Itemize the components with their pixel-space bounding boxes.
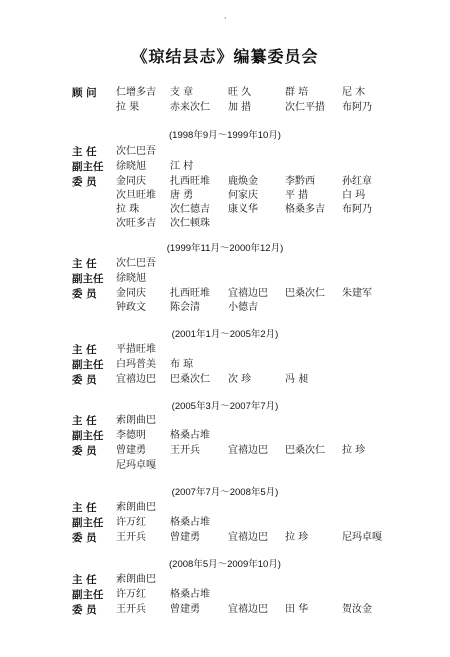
director-row [0,414,450,428]
member-name: 次 珍 [228,374,252,385]
role-label: 主 任 [72,146,97,158]
role-label: 主 任 [72,415,97,427]
member-name: 次仁平措 [285,102,325,113]
role-label: 委 员 [72,604,97,616]
term-period: (1998年9月～1999年10月) [169,130,281,141]
member-name: 田 华 [285,604,309,615]
member-name: 宜禧边巴 [116,374,156,385]
director-row [0,501,450,515]
role-label: 主 任 [72,344,97,356]
member-name: 次旺多吉 [116,218,156,229]
role-label: 委 员 [72,445,97,457]
member-name: 布阿乃 [342,204,372,215]
advisors-row [0,86,450,100]
member-name: 曾建勇 [170,532,200,543]
members-row [0,175,450,189]
role-label: 委 员 [72,176,97,188]
member-name: 格桑占堆 [170,430,210,441]
members-row [0,203,450,217]
member-name: 江 村 [170,161,194,172]
member-name: 金同庆 [116,176,146,187]
director-row [0,257,450,271]
member-name: 巴桑次仁 [285,288,325,299]
member-name: 格桑占堆 [170,589,210,600]
page-title: 《琼结县志》编纂委员会 [131,47,319,66]
member-name: 徐晓旭 [116,161,146,172]
member-name: 索朗曲巴 [116,415,156,426]
role-label: 主 任 [72,258,97,270]
member-name: 扎西旺堆 [170,176,210,187]
deputy-row [0,516,450,530]
role-label: 副主任 [72,430,104,442]
member-name: 格桑占堆 [170,517,210,528]
members-row [0,531,450,545]
director-row [0,573,450,587]
members-row [0,217,450,231]
term-period: (2001年1月～2005年2月) [171,329,279,340]
member-name: 李黔西 [285,176,315,187]
term-period: (2007年7月～2008年5月) [171,487,279,498]
member-name: 次仁巴吾 [116,146,156,157]
member-name: 布阿乃 [342,102,372,113]
role-label: 副主任 [72,589,104,601]
director-row [0,343,450,357]
deputy-row [0,429,450,443]
member-name: 格桑多吉 [285,204,325,215]
role-label: 委 员 [72,532,97,544]
role-label: 副主任 [72,359,104,371]
member-name: 尼玛卓嘎 [342,532,382,543]
member-name: 布 琼 [170,359,194,370]
member-name: 加 措 [228,102,252,113]
member-name: 宜禧边巴 [228,604,268,615]
member-name: 金同庆 [116,288,146,299]
deputy-row [0,588,450,602]
member-name: 何家庆 [228,190,258,201]
scan-speck: · [224,14,227,23]
members-row [0,373,450,387]
member-name: 王开兵 [170,445,200,456]
members-row [0,444,450,458]
deputy-row [0,160,450,174]
member-name: 许万红 [116,589,146,600]
deputy-row [0,358,450,372]
member-name: 拉 果 [116,102,140,113]
members-row [0,301,450,315]
deputy-row [0,272,450,286]
member-name: 陈会清 [170,302,200,313]
member-name: 徐晓旭 [116,273,146,284]
member-name: 白玛普美 [116,359,156,370]
director-row [0,145,450,159]
member-name: 尼玛卓嘎 [116,460,156,471]
role-label: 顾 问 [72,87,97,99]
member-name: 仁增多吉 [116,87,156,98]
role-label: 委 员 [72,374,97,386]
member-name: 许万红 [116,517,146,528]
member-name: 小德吉 [228,302,258,313]
member-name: 唐 勇 [170,190,194,201]
member-name: 宜禧边巴 [228,445,268,456]
term-period: (2005年3月～2007年7月) [171,401,279,412]
member-name: 巴桑次仁 [170,374,210,385]
member-name: 宜禧边巴 [228,532,268,543]
member-name: 次仁顿珠 [170,218,210,229]
member-name: 平措旺堆 [116,344,156,355]
member-name: 旺 久 [228,87,252,98]
member-name: 巴桑次仁 [285,445,325,456]
member-name: 孙红章 [342,176,372,187]
members-row [0,189,450,203]
member-name: 次仁巴吾 [116,258,156,269]
member-name: 索朗曲巴 [116,574,156,585]
member-name: 拉 珠 [116,204,140,215]
member-name: 鹿焕金 [228,176,258,187]
members-row [0,459,450,473]
member-name: 李德明 [116,430,146,441]
member-name: 群 培 [285,87,309,98]
role-label: 副主任 [72,273,104,285]
member-name: 贺汝金 [342,604,372,615]
member-name: 索朗曲巴 [116,502,156,513]
role-label: 副主任 [72,161,104,173]
role-label: 主 任 [72,502,97,514]
role-label: 主 任 [72,574,97,586]
member-name: 拉 珍 [342,445,366,456]
member-name: 王开兵 [116,532,146,543]
member-name: 钟政文 [116,302,146,313]
member-name: 次仁德吉 [170,204,210,215]
member-name: 赤来次仁 [170,102,210,113]
members-row [0,603,450,617]
member-name: 拉 珍 [285,532,309,543]
member-name: 宜禧边巴 [228,288,268,299]
member-name: 白 玛 [342,190,366,201]
member-name: 王开兵 [116,604,146,615]
member-name: 尼 木 [342,87,366,98]
advisors-row [0,101,450,115]
term-period: (2008年5月～2009年10月) [169,559,281,570]
member-name: 平 措 [285,190,309,201]
member-name: 扎西旺堆 [170,288,210,299]
member-name: 支 章 [170,87,194,98]
member-name: 朱建军 [342,288,372,299]
role-label: 委 员 [72,288,97,300]
member-name: 康义华 [228,204,258,215]
member-name: 曾建勇 [116,445,146,456]
member-name: 次旦旺堆 [116,190,156,201]
member-name: 冯 昶 [285,374,309,385]
members-row [0,287,450,301]
term-period: (1999年11月～2000年12月) [166,243,284,254]
member-name: 曾建勇 [170,604,200,615]
role-label: 副主任 [72,517,104,529]
